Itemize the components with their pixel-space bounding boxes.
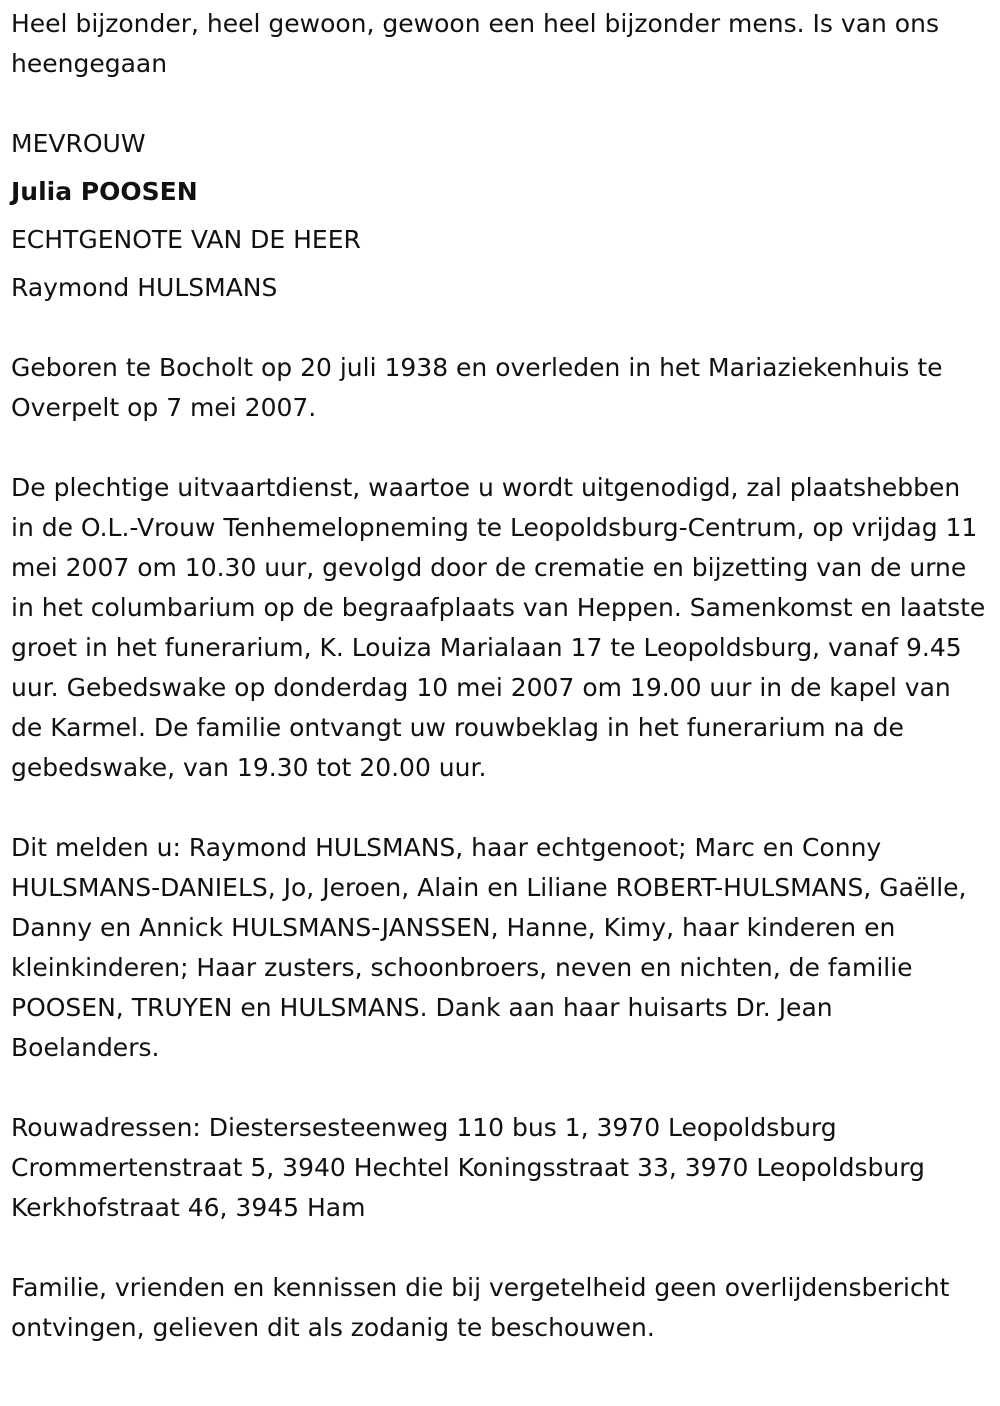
spacer bbox=[11, 84, 988, 124]
family-text: Dit melden u: Raymond HULSMANS, haar echtgenoot; Marc en Conny HULSMANS-DANIELS, Jo, Jeroen, Alain en Liliane ROBERT-HULSMANS, Gaëlle, Danny en Annick HULSMANS-JANSSEN, Hanne, Kimy, haar kinderen en kleinkinderen; Haar zusters, schoonbroers, neven en nichten, de familie POOSEN, TRUYEN en HULSMANS. Dank aan haar huisarts Dr. Jean Boelanders. bbox=[11, 833, 967, 1062]
spouse-name: Raymond HULSMANS bbox=[11, 273, 278, 302]
spacer bbox=[11, 428, 988, 468]
spacer bbox=[11, 1228, 988, 1268]
birth-death-text: Geboren te Bocholt op 20 juli 1938 en overleden in het Mariaziekenhuis te Overpelt op 7 mei 2007. bbox=[11, 353, 943, 422]
addresses-text: Rouwadressen: Diestersesteenweg 110 bus 1, 3970 Leopoldsburg Crommertenstraat 5, 3940 Hechtel Koningsstraat 33, 3970 Leopoldsburg Kerkhofstraat 46, 3945 Ham bbox=[11, 1113, 925, 1222]
deceased-name: Julia POOSEN bbox=[11, 177, 198, 206]
ceremony-text: De plechtige uitvaartdienst, waartoe u wordt uitgenodigd, zal plaatshebben in de O.L.-Vrouw Tenhemelopneming te Leopoldsburg-Centrum, op vrijdag 11 mei 2007 om 10.30 uur, gevolgd door de crematie en bijzetting van de urne in het columbarium op de begraafplaats van Heppen. Samenkomst en laatste groet in het funerarium, K. Louiza Marialaan 17 te Leopoldsburg, vanaf 9.45 uur. Gebedswake op donderdag 10 mei 2007 om 19.00 uur in de kapel van de Karmel. De familie ontvangt uw rouwbeklag in het funerarium na de gebedswake, van 19.30 tot 20.00 uur. bbox=[11, 473, 986, 782]
intro-text: Heel bijzonder, heel gewoon, gewoon een heel bijzonder mens. Is van ons heengegaan bbox=[11, 9, 939, 78]
relation-label: ECHTGENOTE VAN DE HEER bbox=[11, 225, 361, 254]
closing-text: Familie, vrienden en kennissen die bij vergetelheid geen overlijdensbericht ontvingen, gelieven dit als zodanig te beschouwen. bbox=[11, 1273, 950, 1342]
spacer bbox=[11, 788, 988, 828]
spacer bbox=[11, 1068, 988, 1108]
spacer bbox=[11, 308, 988, 348]
title-prefix: MEVROUW bbox=[11, 129, 146, 158]
